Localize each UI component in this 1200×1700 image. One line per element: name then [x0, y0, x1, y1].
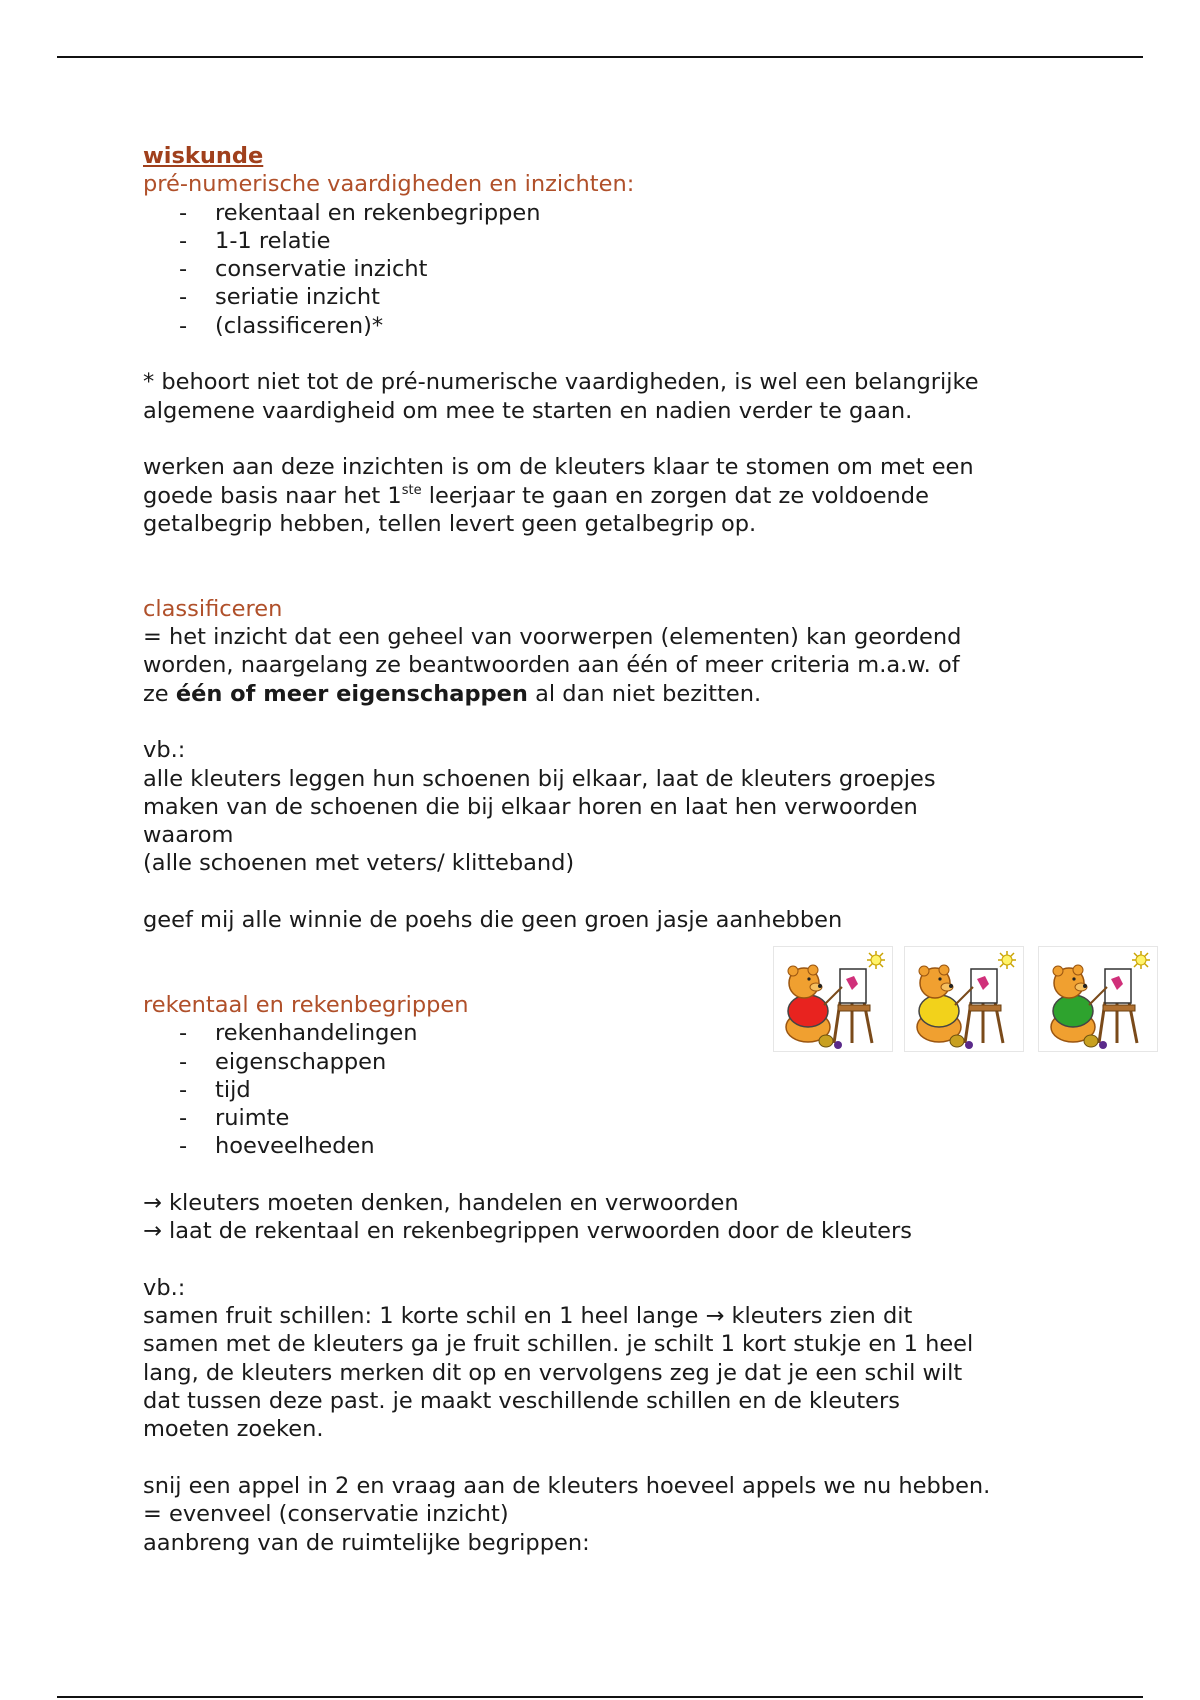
example-line: moeten zoeken. [143, 1416, 324, 1443]
list-item: - eigenschappen [179, 1048, 1073, 1076]
definition-line: = het inzicht dat een geheel van voorwerpen (elementen) kan geordend [143, 624, 962, 651]
list-item: - seriatie inzicht [179, 283, 1073, 311]
pooh-image-row [773, 946, 1163, 1052]
definition-line: worden, naargelang ze beantwoorden aan één of meer criteria m.a.w. of [143, 652, 960, 679]
document-title: wiskunde [143, 143, 264, 169]
list-item: - tijd [179, 1076, 1073, 1104]
arrow-line: → kleuters moeten denken, handelen en verwoorden [143, 1189, 739, 1216]
final-line: snij een appel in 2 en vraag aan de kleuters hoeveel appels we nu hebben. [143, 1472, 991, 1499]
final-line: = evenveel (conservatie inzicht) [143, 1501, 509, 1528]
example-line: dat tussen deze past. je maakt veschillende schillen en de kleuters [143, 1388, 900, 1415]
example-label: vb.: [143, 1274, 186, 1301]
footnote-line: * behoort niet tot de pré-numerische vaardigheden, is wel een belangrijke [143, 369, 979, 396]
example-line: waarom [143, 822, 234, 849]
winnie-pooh-painting-icon [1038, 946, 1158, 1052]
section-heading-classificeren: classificeren [143, 595, 283, 622]
superscript-ste: ste [401, 482, 422, 498]
definition-line: ze één of meer eigenschappen al dan niet bezitten. [143, 680, 762, 707]
prenumeric-list [143, 199, 1073, 340]
list-item: - ruimte [179, 1104, 1073, 1132]
intro-line: getalbegrip hebben, tellen levert geen getalbegrip op. [143, 510, 757, 537]
arrow-line: → laat de rekentaal en rekenbegrippen verwoorden door de kleuters [143, 1218, 912, 1245]
bottom-rule [57, 1696, 1143, 1698]
example-line: lang, de kleuters merken dit op en vervolgens zeg je dat je een schil wilt [143, 1359, 963, 1386]
list-item: - 1-1 relatie [179, 227, 1073, 255]
example-label: vb.: [143, 737, 186, 764]
winnie-pooh-painting-icon [773, 946, 893, 1052]
intro-line: werken aan deze inzichten is om de kleuters klaar te stomen om met een [143, 454, 974, 481]
list-item: - rekentaal en rekenbegrippen [179, 199, 1073, 227]
example-line: samen met de kleuters ga je fruit schillen. je schilt 1 kort stukje en 1 heel [143, 1331, 974, 1358]
footnote-line: algemene vaardigheid om mee te starten en nadien verder te gaan. [143, 397, 913, 424]
example-line: maken van de schoenen die bij elkaar horen en laat hen verwoorden [143, 793, 918, 820]
list-item: - conservatie inzicht [179, 255, 1073, 283]
example-line: geef mij alle winnie de poehs die geen groen jasje aanhebben [143, 907, 843, 934]
winnie-pooh-painting-icon [904, 946, 1024, 1052]
top-rule [57, 56, 1143, 58]
list-item: - hoeveelheden [179, 1132, 1073, 1160]
example-line: alle kleuters leggen hun schoenen bij elkaar, laat de kleuters groepjes [143, 765, 936, 792]
example-line: samen fruit schillen: 1 korte schil en 1 heel lange → kleuters zien dit [143, 1303, 913, 1330]
bold-phrase: één of meer eigenschappen [175, 680, 528, 707]
document-body [143, 142, 1073, 1557]
section-heading-prenumeric: pré-numerische vaardigheden en inzichten: [143, 171, 635, 198]
final-line: aanbreng van de ruimtelijke begrippen: [143, 1529, 590, 1556]
section-heading-rekentaal: rekentaal en rekenbegrippen [143, 991, 469, 1018]
intro-line: goede basis naar het 1ste leerjaar te gaan en zorgen dat ze voldoende [143, 482, 929, 509]
list-item: - (classificeren)* [179, 312, 1073, 340]
list-item: - rekenhandelingen [179, 1019, 1073, 1047]
example-line: (alle schoenen met veters/ klitteband) [143, 850, 575, 877]
